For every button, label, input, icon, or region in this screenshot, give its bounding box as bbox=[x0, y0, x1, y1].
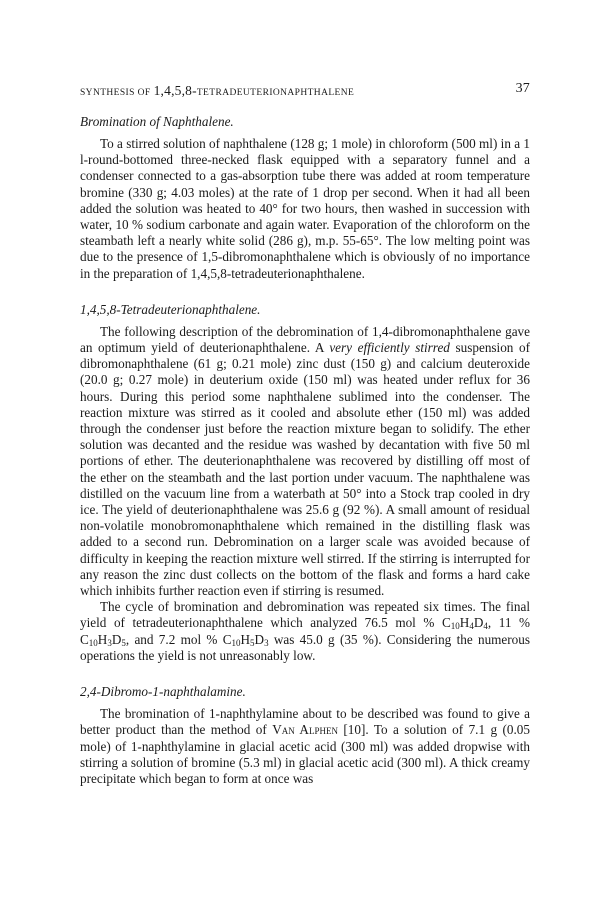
text-run: was 45.0 g (35 %). Considering the numerous operations the yield is not unreasonably low. bbox=[80, 631, 530, 663]
text-run: D bbox=[111, 631, 122, 647]
page-number: 37 bbox=[515, 81, 530, 96]
running-head-title bbox=[80, 83, 354, 99]
subscript: 10 bbox=[450, 621, 460, 632]
subscript: 3 bbox=[264, 637, 269, 648]
emphasis-text: very efficiently stirred bbox=[329, 340, 450, 356]
subscript: 10 bbox=[88, 637, 98, 648]
text-run: H bbox=[97, 631, 108, 647]
running-head-compound: TETRADEUTERIONAPHTHALENE bbox=[196, 88, 355, 98]
article-body bbox=[80, 112, 530, 787]
text-run: The bromination of 1-naphthylamine about to be described was found to give a better product than the method of bbox=[80, 706, 530, 738]
text-run: H bbox=[459, 615, 470, 631]
subscript: 5 bbox=[121, 637, 126, 648]
text-run: H bbox=[240, 631, 251, 647]
text-run: [10]. To a solution of 7.1 g (0.05 mole) of 1-naphthylamine in glacial acetic acid (300 ml) was added dropwise with stirring a solution of bromine (5.3 ml) in glacial acetic acid (300 ml). A thick creamy precipitate which began to form at once was bbox=[80, 722, 530, 786]
text-run: D bbox=[473, 615, 484, 631]
subscript: 4 bbox=[469, 621, 474, 632]
text-run: , 11 % C bbox=[80, 615, 530, 647]
subscript: 4 bbox=[483, 621, 488, 632]
section-heading-tetradeuterionaphthalene: 1,4,5,8-Tetradeuterionaphthalene. bbox=[80, 301, 261, 317]
section-heading-bromination: Bromination of Naphthalene. bbox=[80, 114, 234, 129]
paragraph-debromination bbox=[80, 324, 530, 599]
running-head-number: 1,4,5,8- bbox=[153, 83, 197, 98]
section-heading-dibromo-naphthalamine: 2,4-Dibromo-1-naphthalamine. bbox=[80, 684, 246, 700]
text-run: D bbox=[254, 631, 265, 647]
text-run: The cycle of bromination and debromination was repeated six times. The final yield of tetradeuterionaphthalene which analyzed 76.5 mol % C bbox=[80, 599, 530, 631]
paragraph-naphthylamine-bromination bbox=[80, 706, 530, 787]
subscript: 5 bbox=[250, 637, 255, 648]
running-head-prefix: SYNTHESIS OF bbox=[80, 88, 151, 98]
subscript: 3 bbox=[107, 637, 112, 648]
subscript: 10 bbox=[231, 637, 241, 648]
text-run: suspension of dibromonaphthalene (61 g; 0.21 mole) zinc dust (150 g) and calcium deuteroxide (20.0 g; 0.27 mole) in deuterium oxide (150 ml) was heated under reflux for 36 hours. During this period some naphthalene sublimed into the condenser. The reaction mixture was stirred as it cooled and absolute ether (150 ml) was added through the condenser just before the reaction mixture began to solidify. The ether solution was decanted and the residue was washed by decantation with five 50 ml portions of ether. The deuterionaphthalene was recovered by distilling off most of the ether on the steambath and the last portion under vacuum. The naphthalene was distilled on the vacuum line from a waterbath at 50° into a Stock trap cooled in dry ice. The yield of deuterionaphthalene was 25.6 g (92 %). A small amount of residual non-volatile monobromonaphthalene which remained in the distilling flask was added to a second run. Debromination on a larger scale was avoided because of difficulty in keeping the reaction mixture well stirred. If the stirring is interrupted for any reason the zinc dust collects on the bottom of the flask and forms a hard cake which inhibits further reaction even if stirring is resumed. bbox=[80, 340, 530, 599]
author-name: Van Alphen bbox=[272, 722, 338, 738]
text-run: , and 7.2 mol % C bbox=[125, 631, 232, 647]
running-head bbox=[80, 79, 530, 101]
paragraph-cycle-yield bbox=[80, 599, 530, 664]
paragraph-bromination: To a stirred solution of naphthalene (128 g; 1 mole) in chloroform (500 ml) in a 1 l-round-bottomed three-necked flask equipped with a separatory funnel and a condenser connected to a gas-absorption tube there was added at room temperature bromine (330 g; 4.03 moles) at the rate of 1 drop per second. When it had all been added the solution was heated to 40° for two hours, then washed in succession with water, 10 % sodium carbonate and again water. Evaporation of the chloroform on the steambath left a nearly white solid (286 g), m.p. 55-65°. The low melting point was due to the presence of 1,5-dibromonaphthalene which is obviously of no importance in the preparation of 1,4,5,8-tetradeuterionaphthalene. bbox=[80, 136, 530, 281]
text-run: The following description of the debromination of 1,4-dibromonaphthalene gave an optimum yield of deuterionaphthalene. A bbox=[80, 323, 530, 356]
